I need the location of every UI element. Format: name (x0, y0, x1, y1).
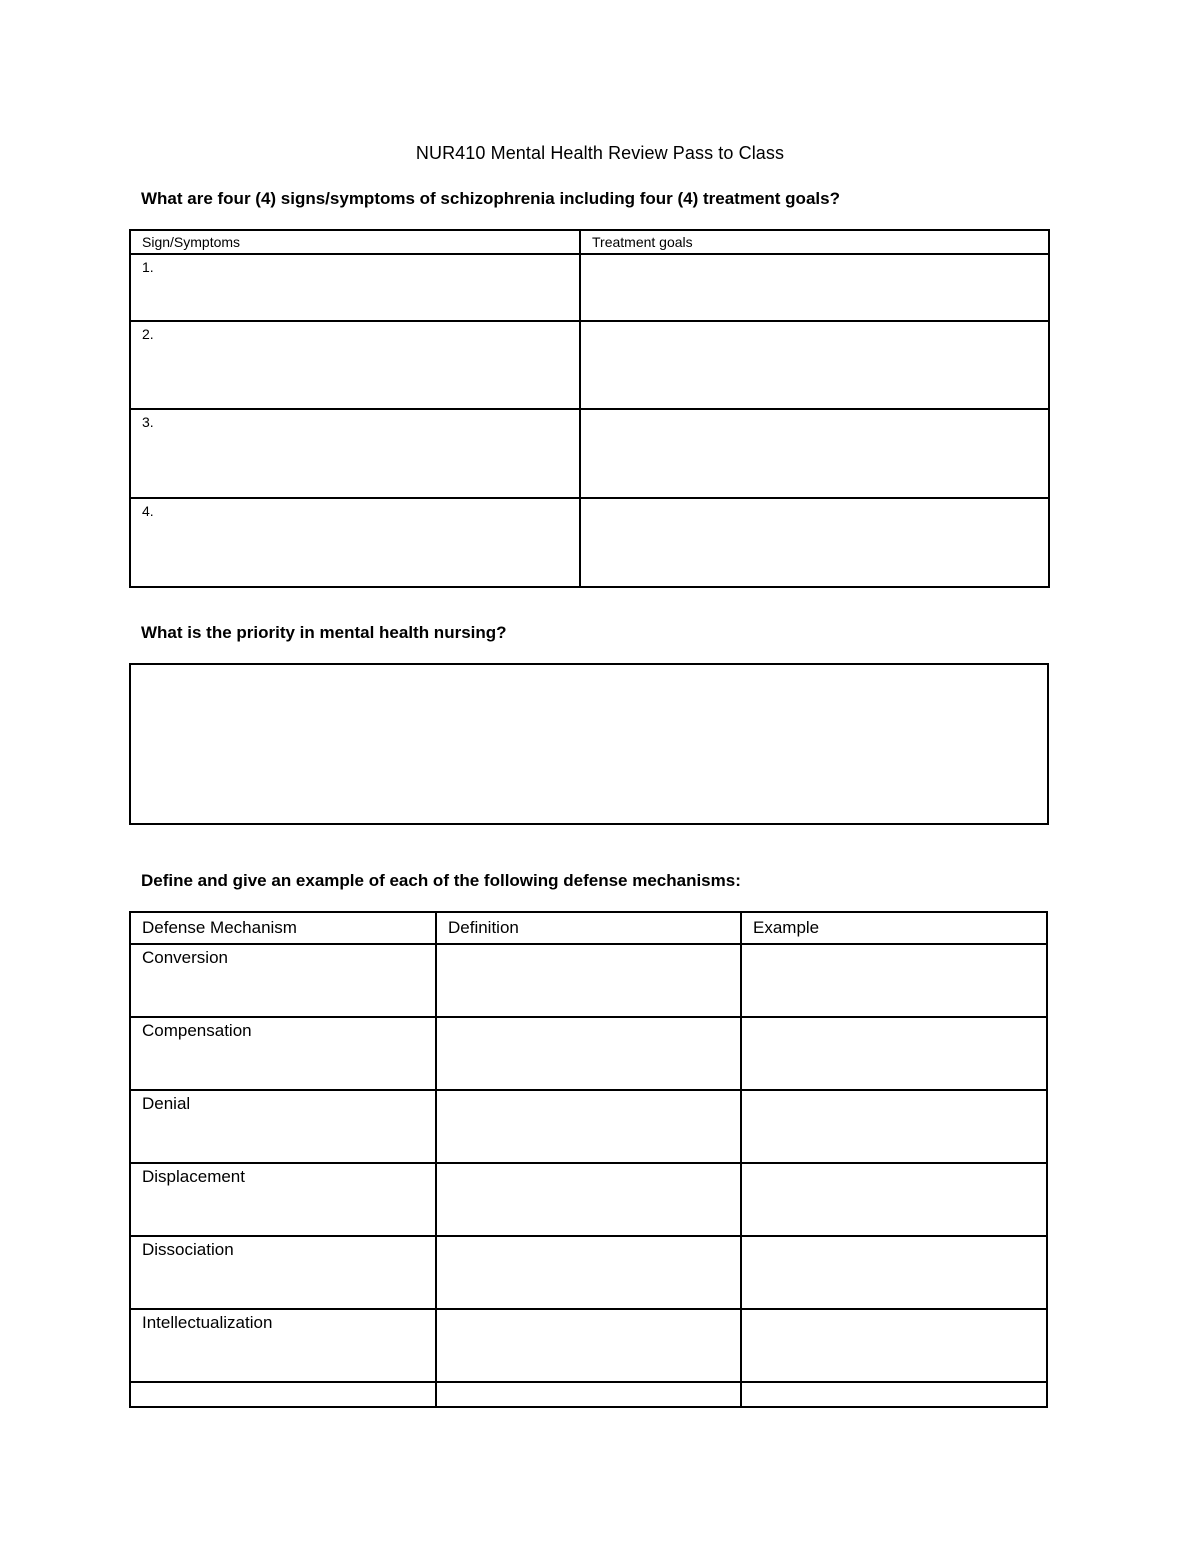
question-schizophrenia: What are four (4) signs/symptoms of schizophrenia including four (4) treatment goals? (141, 189, 840, 208)
mechanism-cell: Intellectualization (130, 1309, 436, 1382)
schizophrenia-table (129, 229, 1050, 588)
header-definition: Definition (436, 912, 741, 944)
symptom-cell-1[interactable]: 1. (130, 254, 580, 321)
definition-cell[interactable] (436, 944, 741, 1017)
page-title: NUR410 Mental Health Review Pass to Class (415, 143, 785, 163)
example-cell[interactable] (741, 1017, 1047, 1090)
definition-cell[interactable] (436, 1090, 741, 1163)
table-row (130, 1163, 1047, 1236)
symptom-cell-4[interactable]: 4. (130, 498, 580, 587)
definition-cell[interactable] (436, 1236, 741, 1309)
table-header-row (130, 230, 1049, 254)
goal-cell-4[interactable] (580, 498, 1049, 587)
example-cell[interactable] (741, 944, 1047, 1017)
mechanism-cell: Compensation (130, 1017, 436, 1090)
priority-answer-box[interactable] (129, 663, 1049, 825)
mechanism-cell: Conversion (130, 944, 436, 1017)
header-sign-symptoms: Sign/Symptoms (130, 230, 580, 254)
goal-cell-1[interactable] (580, 254, 1049, 321)
mechanism-cell[interactable] (130, 1382, 436, 1407)
table-header-row (130, 912, 1047, 944)
table-row (130, 944, 1047, 1017)
question-defense-mechanisms: Define and give an example of each of the following defense mechanisms: (141, 871, 741, 890)
question-priority: What is the priority in mental health nursing? (141, 623, 507, 642)
table-row (130, 321, 1049, 409)
definition-cell[interactable] (436, 1017, 741, 1090)
defense-mechanisms-table (129, 911, 1048, 1408)
definition-cell[interactable] (436, 1163, 741, 1236)
mechanism-cell: Dissociation (130, 1236, 436, 1309)
table-row (130, 409, 1049, 498)
header-example: Example (741, 912, 1047, 944)
symptom-cell-2[interactable]: 2. (130, 321, 580, 409)
goal-cell-3[interactable] (580, 409, 1049, 498)
table-row (130, 1090, 1047, 1163)
example-cell[interactable] (741, 1090, 1047, 1163)
example-cell[interactable] (741, 1382, 1047, 1407)
table-row (130, 498, 1049, 587)
example-cell[interactable] (741, 1236, 1047, 1309)
table-row (130, 1309, 1047, 1382)
mechanism-cell: Displacement (130, 1163, 436, 1236)
definition-cell[interactable] (436, 1382, 741, 1407)
symptom-cell-3[interactable]: 3. (130, 409, 580, 498)
table-row (130, 1382, 1047, 1407)
mechanism-cell: Denial (130, 1090, 436, 1163)
table-row (130, 1017, 1047, 1090)
table-row (130, 1236, 1047, 1309)
example-cell[interactable] (741, 1309, 1047, 1382)
header-treatment-goals: Treatment goals (580, 230, 1049, 254)
goal-cell-2[interactable] (580, 321, 1049, 409)
table-row (130, 254, 1049, 321)
definition-cell[interactable] (436, 1309, 741, 1382)
example-cell[interactable] (741, 1163, 1047, 1236)
header-defense-mechanism: Defense Mechanism (130, 912, 436, 944)
